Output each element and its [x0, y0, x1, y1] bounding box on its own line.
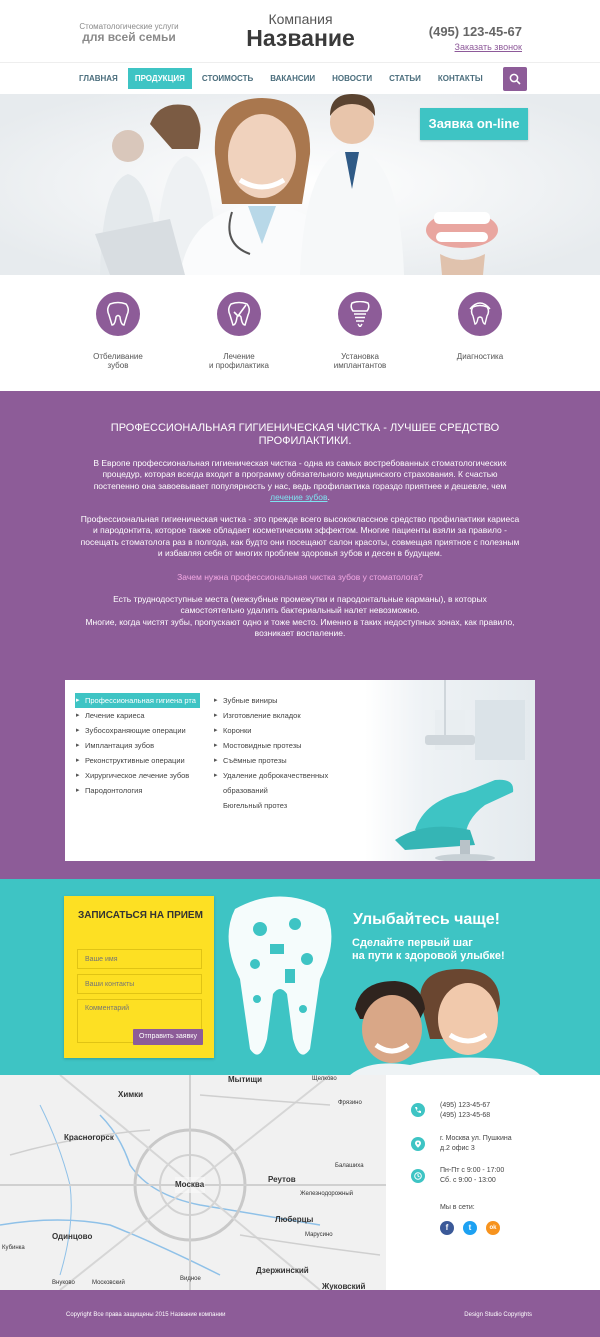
contact-phones [440, 1101, 490, 1121]
logo-line1: Компания [268, 11, 333, 27]
map-label: Железнодорожный [300, 1191, 354, 1197]
nav-item[interactable]: СТОИМОСТЬ [201, 74, 254, 83]
service-whitening[interactable] [68, 292, 168, 370]
contact-phone-2: (495) 123-45-68 [440, 1112, 491, 1120]
nav-item[interactable]: ГЛАВНАЯ [79, 74, 118, 83]
site-footer [0, 1290, 600, 1337]
facebook-icon[interactable]: f [440, 1221, 454, 1235]
map-label: Реутов [268, 1175, 296, 1184]
article-paragraph-3-text: Есть труднодоступные места (межзубные промежутки и пародонтальные карманы), в которых самостоятельно удалить бактериальный налет невозможно. [113, 594, 487, 616]
contact-address [440, 1134, 512, 1154]
contact-icon-circle [411, 1169, 425, 1183]
services-row [0, 275, 600, 391]
tooth-pattern-illustration [215, 889, 345, 1069]
footer-copyright: Copyright Все права защищены 2015 Название компании [66, 1312, 226, 1318]
map-label: Москва [175, 1180, 205, 1189]
header-phone: (495) 123-45-67 [428, 24, 522, 39]
map-label: Щелково [312, 1076, 337, 1082]
appointment-form-title: ЗАПИСАТЬСЯ НА ПРИЕМ [78, 910, 203, 921]
service-label-line2: зубов [107, 361, 129, 371]
logo-line2: Название [246, 25, 355, 51]
search-button[interactable] [503, 67, 527, 91]
services-menu-item[interactable]: ▸ Коронки [213, 723, 328, 738]
article-question: Зачем нужна профессиональная чистка зубов у стоматолога? [177, 572, 423, 582]
services-menu-item[interactable]: ▸ Зубосохраняющие операции [75, 723, 200, 738]
tagline-line1: Стоматологические услуги [79, 22, 179, 31]
article-section [0, 391, 600, 879]
odnoklassniki-icon[interactable]: ok [486, 1221, 500, 1235]
contact-icon-circle [411, 1103, 425, 1117]
service-label-line2: и профилактика [209, 361, 269, 371]
article-paragraph-4-text: Многие, когда чистят зубы, пропускают одно и тоже место. Именно в таких недоступных зонах, как правило, возникает воспаление. [85, 616, 515, 639]
services-menu-item[interactable]: образований [223, 786, 268, 795]
service-label [430, 352, 530, 361]
map-label: Кубинка [2, 1245, 25, 1251]
contacts-panel [386, 1075, 600, 1290]
services-menu-item[interactable]: ▸ Удаление доброкачественных [213, 768, 328, 783]
map-label: Фрязино [338, 1100, 362, 1106]
treatment-link[interactable]: лечение зубов [270, 492, 328, 503]
services-menu-item[interactable]: ▸ Реконструктивные операции [75, 753, 200, 768]
map-label: Жуковский [322, 1282, 366, 1290]
service-icon-circle [338, 292, 382, 336]
smiling-couple-photo [350, 969, 540, 1075]
contact-hours [440, 1166, 504, 1186]
services-menu-item[interactable]: ▸ Лечение кариеса [75, 708, 200, 723]
location-pin-icon [414, 1140, 422, 1148]
nav-items [72, 68, 493, 89]
twitter-icon[interactable]: t [463, 1221, 477, 1235]
social-title: Мы в сети: [440, 1204, 475, 1211]
nav-item[interactable]: КОНТАКТЫ [437, 74, 483, 83]
map-label: Видное [180, 1276, 201, 1282]
map-label: Красногорск [64, 1133, 114, 1142]
nav-item[interactable]: ВАКАНСИИ [270, 74, 316, 83]
services-menu-item[interactable]: ▸ Профессиональная гигиена рта [75, 693, 200, 708]
services-menu-column-1 [75, 693, 200, 798]
nav-item[interactable]: ПРОДУКЦИЯ [128, 68, 192, 89]
services-menu-item[interactable]: ▸ Зубные виниры [213, 693, 328, 708]
contact-address-line2: д.2 офис 3 [440, 1145, 475, 1153]
appointment-form [64, 896, 214, 1058]
promo-subslogan [352, 937, 532, 963]
map-label: Дзержинский [256, 1266, 309, 1275]
contact-address-line1: г. Москва ул. Пушкина [440, 1135, 512, 1142]
map-label: Московский [92, 1280, 125, 1286]
services-menu-column-2 [213, 693, 328, 813]
map-label: Одинцово [52, 1232, 93, 1241]
map-label: Люберцы [275, 1215, 314, 1224]
map-label: Мытищи [228, 1075, 262, 1084]
promo-subslogan-line2: на пути к здоровой улыбке! [352, 950, 505, 963]
phone-icon [414, 1106, 422, 1114]
tooth-icon [106, 301, 130, 327]
service-diagnostics[interactable] [430, 292, 530, 361]
location-map[interactable] [0, 1075, 386, 1290]
callback-link[interactable]: Заказать звонок [454, 42, 522, 52]
tagline-line2: для всей семьи [82, 30, 176, 45]
service-label [68, 352, 168, 370]
services-menu-box [65, 680, 535, 861]
article-paragraph-3 [80, 594, 520, 640]
service-implants[interactable] [310, 292, 410, 370]
service-label-line1: Лечение [223, 352, 255, 361]
map-label: Балашиха [335, 1163, 364, 1169]
name-input[interactable] [77, 949, 202, 969]
article-title: ПРОФЕССИОНАЛЬНАЯ ГИГИЕНИЧЕСКАЯ ЧИСТКА - ЛУЧШЕЕ СРЕДСТВО ПРОФИЛАКТИКИ. [110, 422, 500, 448]
services-menu-item[interactable]: Бюгельный протез [223, 801, 288, 810]
contact-icon-circle [411, 1137, 425, 1151]
dental-chair-illustration [365, 680, 535, 861]
main-nav [0, 62, 600, 94]
service-label-line1: Диагностика [456, 352, 504, 361]
service-label-line1: Установка [341, 352, 379, 361]
services-menu-item[interactable]: ▸ Хирургическое лечение зубов [75, 768, 200, 783]
service-label-line1: Отбеливание [93, 352, 143, 361]
clock-icon [414, 1172, 422, 1180]
article-paragraph-2: Профессиональная гигиеническая чистка - это прежде всего высококлассное средство профилактики кариеса и пародонтита, которое также обладает косметическим эффектом. Многие пациенты взяли за правило - посещать стоматолога раз в полгода, как будто они посещают салон красоты, совмещая приятное с полезным и избавляя себя от многих проблем здоровья зубов и десен в будущем. [80, 514, 520, 559]
footer-studio[interactable]: Design Studio Copyrights [464, 1312, 532, 1318]
service-label-line2: имплантантов [333, 361, 387, 371]
appointment-section [0, 879, 600, 1075]
contact-hours-weekdays: Пн-Пт с 9:00 - 17:00 [440, 1167, 505, 1174]
submit-request-button[interactable]: Отправить заявку [133, 1029, 203, 1045]
contact-hours-saturday: Сб. с 9:00 - 13:00 [440, 1177, 496, 1185]
services-menu-item[interactable]: ▸ Пародонтология [75, 783, 200, 798]
online-request-button[interactable]: Заявка on-line [420, 108, 528, 140]
services-menu-item[interactable]: ▸ Изготовление вкладок [213, 708, 328, 723]
contact-phone-1: (495) 123-45-67 [440, 1102, 491, 1109]
contacts-input[interactable] [77, 974, 202, 994]
service-icon-circle [96, 292, 140, 336]
promo-subslogan-line1: Сделайте первый шаг [352, 937, 473, 949]
search-icon [509, 73, 521, 85]
services-menu-item[interactable]: ▸ Мостовидные протезы [213, 738, 328, 753]
promo-slogan: Улыбайтесь чаще! [353, 911, 501, 928]
site-header [0, 0, 600, 62]
service-icon-circle [458, 292, 502, 336]
company-logo[interactable] [228, 12, 373, 50]
article-paragraph-1-end: . [327, 492, 330, 503]
article-paragraph-1-text: В Европе профессиональная гигиеническая чистка - одна из самых востребованных стоматологических процедур, которая всегда входит в программу обязательного медицинского страхования. К счастью постепенно она завоевывает популярность у нас, ведь профилактика гораздо приятнее и дешевле, чем [93, 458, 507, 491]
hero-banner [0, 94, 600, 275]
article-paragraph-1 [80, 458, 520, 504]
tooth-check-icon [227, 301, 251, 327]
services-menu-item[interactable]: ▸ Имплантация зубов [75, 738, 200, 753]
tagline [74, 22, 184, 45]
map-label: Химки [118, 1090, 144, 1099]
map-label: Марусино [305, 1232, 333, 1238]
service-label [189, 352, 289, 370]
implant-icon [348, 301, 372, 327]
tooth-diagnostics-icon [468, 301, 492, 327]
services-menu-item[interactable]: ▸ Съёмные протезы [213, 753, 328, 768]
map-label: Внуково [52, 1280, 75, 1286]
service-label [310, 352, 410, 370]
service-treatment[interactable] [189, 292, 289, 370]
nav-item[interactable]: НОВОСТИ [332, 74, 373, 83]
service-icon-circle [217, 292, 261, 336]
nav-item[interactable]: СТАТЬИ [389, 74, 421, 83]
header-phone-block [429, 24, 522, 52]
